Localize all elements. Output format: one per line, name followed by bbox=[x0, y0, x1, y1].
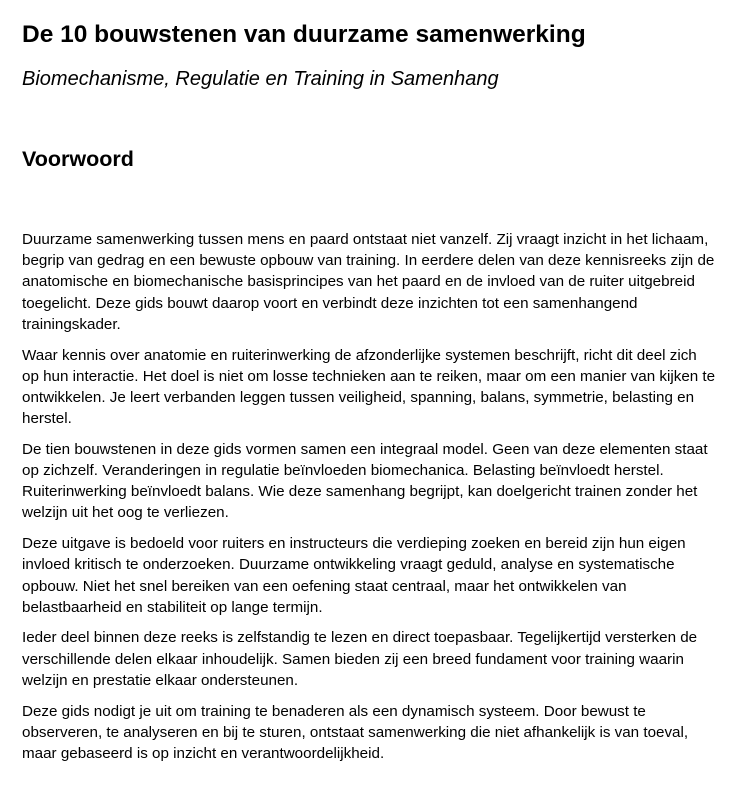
body-text bbox=[22, 229, 716, 774]
paragraph: De tien bouwstenen in deze gids vormen samen een integraal model. Geen van deze elementen staat op zichzelf. Veranderingen in regulatie beïnvloeden biomechanica. Belasting beïnvloedt herstel. Ruiterinwerking beïnvloedt balans. Wie deze samenhang begrijpt, kan doelgericht trainen zonder het welzijn uit het oog te verliezen. bbox=[22, 440, 708, 522]
paragraph: Waar kennis over anatomie en ruiterinwerking de afzonderlijke systemen beschrijft, richt dit deel zich op hun interactie. Het doel is niet om losse technieken aan te reiken, maar om een manier van kijken te ontwikkelen. Je leert verbanden leggen tussen veiligheid, spanning, balans, symmetrie, belasting en herstel. bbox=[22, 346, 716, 428]
page-subtitle: Biomechanisme, Regulatie en Training in Samenhang bbox=[22, 68, 499, 90]
paragraph: Duurzame samenwerking tussen mens en paard ontstaat niet vanzelf. Zij vraagt inzicht in het lichaam, begrip van gedrag en een bewuste opbouw van training. In eerdere delen van deze kennisreeks zijn de anatomische en biomechanische basisprincipes van het paard en de invloed van de ruiter uitgebreid toegelicht. Deze gids bouwt daarop voort en verbindt deze inzichten tot een samenhangend trainingskader. bbox=[22, 231, 715, 333]
paragraph: Ieder deel binnen deze reeks is zelfstandig te lezen en direct toepasbaar. Tegelijkertijd versterken de verschillende delen elkaar inhoudelijk. Samen bieden zij een breed fundament voor training waarin welzijn en prestatie elkaar ondersteunen. bbox=[22, 629, 698, 689]
page-title: De 10 bouwstenen van duurzame samenwerking bbox=[22, 21, 586, 48]
paragraph: Deze uitgave is bedoeld voor ruiters en instructeurs die verdieping zoeken en bereid zijn hun eigen invloed kritisch te onderzoeken. Duurzame ontwikkeling vraagt geduld, analyse en systematische opbouw. Niet het snel bereiken van een oefening staat centraal, maar het ontwikkelen van belastbaarheid en stabiliteit op lange termijn. bbox=[22, 535, 686, 616]
paragraph: Deze gids nodigt je uit om training te benaderen als een dynamisch systeem. Door bewust te observeren, te analyseren en bij te sturen, ontstaat samenwerking die niet afhankelijk is van toeval, maar gebaseerd is op inzicht en verantwoordelijkheid. bbox=[22, 702, 689, 762]
section-heading: Voorwoord bbox=[22, 147, 134, 171]
